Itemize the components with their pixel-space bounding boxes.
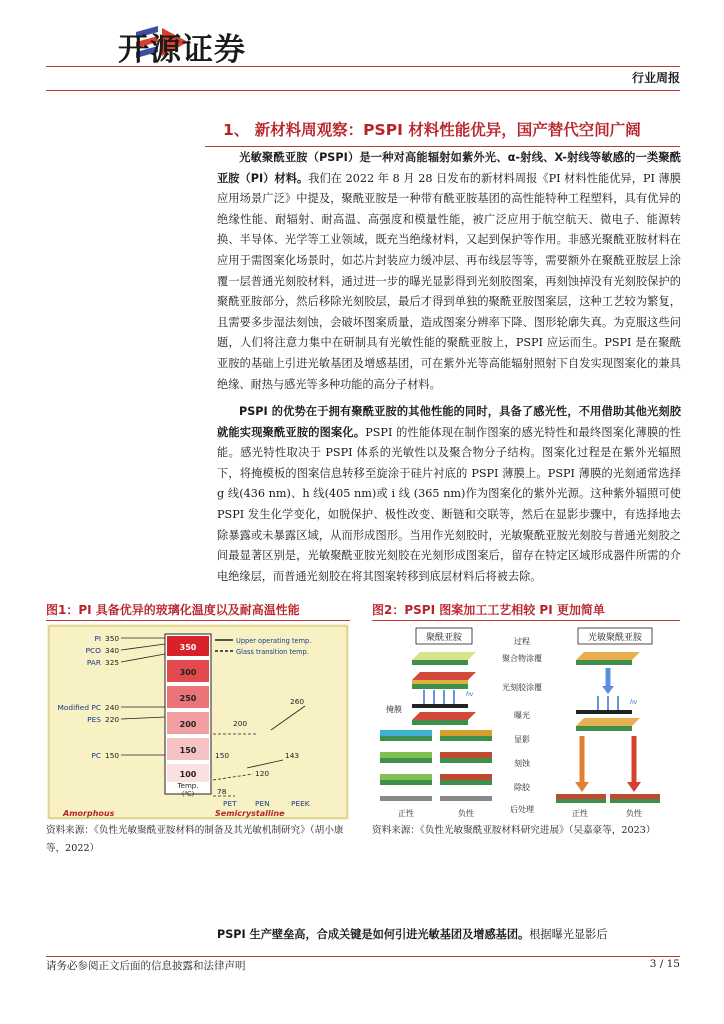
legend-glass-temp: Glass transition temp. bbox=[236, 648, 309, 656]
pi-title: 聚酰亚胺 bbox=[425, 633, 463, 643]
scale-tick: 100 bbox=[179, 770, 197, 779]
pspi-positive-label: 正性 bbox=[572, 809, 588, 818]
material-value: 340 bbox=[105, 646, 120, 655]
material-value: 220 bbox=[105, 715, 120, 724]
material-value: 240 bbox=[105, 703, 120, 712]
temp-axis-label: Temp. bbox=[177, 782, 199, 790]
material-value: 325 bbox=[105, 658, 120, 667]
material-label-peek: PEEK bbox=[291, 799, 310, 808]
paragraph-lead: 光敏聚酰亚胺（PSPI）是一种对高能辐射如紫外光、α-射线、X-射线等敏感的一类聚酰亚胺（PI）材料。 bbox=[217, 151, 681, 185]
figure1-caption-rule bbox=[46, 620, 350, 621]
material-label: PCO bbox=[85, 646, 101, 655]
page-number: 3 / 15 bbox=[649, 958, 680, 970]
paragraph-pspi-barrier bbox=[217, 926, 687, 942]
mask-label: 掩膜 bbox=[386, 705, 402, 714]
scale-tick: 350 bbox=[179, 643, 197, 652]
figure1-temperature-chart bbox=[47, 624, 349, 820]
paragraph-body: PSPI 的性能体现在制作图案的感光特性和最终图案化薄膜的性能。感光特性取决于 PSPI 体系的光敏性以及聚合物分子结构。图案化过程是在紫外光辐照下，将掩模板的图案信息转移至旋涂于硅片衬底的 PSPI 薄膜上。PSPI 薄膜的光刻通常选择 g 线(436 nm)、h 线(405 nm)或 i 线 (365 nm)作为图案化的紫外光源。这种紫外辐照可使 PSPI 发生化学变化，如脱保护、极性改变、断链和交联等，然后在显影步骤中，有选择地去除暴露或未暴露区域，从而形成图形。当用作光刻胶时，光敏聚酰亚胺光刻胶与普通光刻胶之间最显著区别是，光敏聚酰亚胺光刻胶在光刻形成图案后，留存在特定区域形成器件所需的介电绝缘层，而普通光刻胶在将其图案转移到底层材料后将被去除。 bbox=[217, 425, 681, 583]
step-label: 光刻胶涂覆 bbox=[502, 683, 542, 692]
pi-layer-stack bbox=[412, 652, 476, 689]
pet-glass-value: 78 bbox=[217, 787, 227, 796]
pi-positive-column bbox=[380, 730, 432, 801]
peek-glass-value: 143 bbox=[285, 751, 300, 760]
paragraph-pspi-advantage bbox=[217, 402, 681, 587]
material-label: PES bbox=[87, 715, 101, 724]
material-label-pen: PEN bbox=[255, 799, 270, 808]
figure2-source: 资料来源：《负性光敏聚酰亚胺材料研究进展》（吴嘉豪等，2023） bbox=[372, 825, 656, 836]
step-label: 刻蚀 bbox=[514, 759, 530, 768]
step-label: 聚合物涂覆 bbox=[502, 654, 542, 663]
semicrystalline-label: Semicrystalline bbox=[215, 809, 285, 818]
pspi-results bbox=[556, 794, 660, 803]
scale-tick: 300 bbox=[179, 668, 197, 677]
step-label: 后处理 bbox=[510, 805, 534, 814]
material-label: PC bbox=[91, 751, 101, 760]
section-title: 1、 新材料周观察：PSPI 材料性能优异，国产替代空间广阔 bbox=[223, 121, 641, 139]
figure2-process-diagram bbox=[372, 624, 680, 820]
paragraph-lead: PSPI 的优势在于拥有聚酰亚胺的其他性能的同时，具备了感光性，不用借助其他光刻胶就能实现聚酰亚胺的图案化。 bbox=[217, 405, 681, 439]
hv-label: hv bbox=[630, 699, 638, 706]
paragraph-lead: PSPI 生产壁垒高，合成关键是如何引进光敏基团及增感基团。 bbox=[217, 928, 530, 941]
figure2-caption: 图2：PSPI 图案加工工艺相较 PI 更加简单 bbox=[372, 603, 605, 617]
header-divider-bottom bbox=[46, 90, 680, 91]
figure1-source: 资料来源：《负性光敏聚酰亚胺材料的制备及其光敏机制研究》（胡小康等，2022） bbox=[46, 825, 344, 854]
material-label: Modified PC bbox=[57, 703, 101, 712]
pi-positive-label: 正性 bbox=[398, 809, 414, 818]
pen-glass-value: 120 bbox=[255, 769, 270, 778]
pspi-layer-stack bbox=[576, 652, 640, 731]
header-divider bbox=[46, 66, 680, 67]
temp-unit-label: (℃) bbox=[181, 790, 195, 798]
paragraph-body: 我们在 2022 年 8 月 28 日发布的新材料周报《PI 材料性能优异，PI 薄膜应用场景广泛》中提及，聚酰亚胺是一种带有酰亚胺基团的高性能特种工程塑料，具有优异的绝缘性能、耐辐射、耐高温、高强度和模量性能，被广泛应用于航空航天、微电子、能源转换、半导体、光学等工业领域，既充当绝缘材料，又起到保护等作用。非感光聚酰亚胺材料在应用于需图案化场景时，如芯片封装应力缓冲层、再布线层等等，需要额外在聚酰亚胺层上涂覆一层普通光刻胶材料，通过进一步的曝光显影得到光刻胶图案，再刻蚀掉没有光刻胶保护的聚酰亚胺部分，然后移除光刻胶层，最后才得到单独的聚酰亚胺图案层，这种工艺较为繁复，且需要多步湿法刻蚀，会破坏图案质量，造成图案分辨率下降、图形轮廓失真。为克服这些问题，人们将注意力集中在研制具有光敏性能的聚酰亚胺上，PSPI 应运而生。PSPI 是在聚酰亚胺的基础上引进光敏基团及增感基团，可在紫外光等高能辐射照射下自发实现图案化的兼具绝缘、耐热与感光等多种功能的高分子材料。 bbox=[217, 171, 681, 391]
step-label: 显影 bbox=[514, 735, 530, 744]
figure1-caption: 图1：PI 具备优异的玻璃化温度以及耐高温性能 bbox=[46, 603, 300, 617]
brand-name: 开源证券 bbox=[118, 32, 246, 68]
paragraph-pspi-intro bbox=[217, 148, 681, 395]
material-value: 350 bbox=[105, 634, 120, 643]
material-value: 150 bbox=[105, 751, 120, 760]
step-label: 除胶 bbox=[514, 783, 530, 792]
pen-upper-value: 200 bbox=[233, 719, 248, 728]
scale-tick: 150 bbox=[179, 746, 197, 755]
pet-upper-value: 150 bbox=[215, 751, 230, 760]
material-label: PI bbox=[94, 634, 101, 643]
hv-label: hv bbox=[466, 691, 474, 698]
step-label: 曝光 bbox=[514, 711, 530, 720]
pi-negative-label: 负性 bbox=[458, 809, 474, 818]
peek-upper-value: 260 bbox=[290, 697, 305, 706]
legend-upper-temp: Upper operating temp. bbox=[236, 637, 312, 645]
scale-tick: 200 bbox=[179, 720, 197, 729]
paragraph-body: 根据曝光显影后 bbox=[529, 928, 608, 941]
scale-tick: 250 bbox=[179, 694, 197, 703]
report-type: 行业周报 bbox=[631, 71, 680, 85]
amorphous-label: Amorphous bbox=[63, 809, 115, 818]
step-label: 过程 bbox=[514, 637, 530, 646]
material-label-pet: PET bbox=[223, 799, 237, 808]
footer-disclaimer: 请务必参阅正文后面的信息披露和法律声明 bbox=[46, 960, 246, 972]
pspi-title: 光敏聚酰亚胺 bbox=[587, 633, 643, 643]
figure2-caption-rule bbox=[372, 620, 680, 621]
material-label: PAR bbox=[86, 658, 101, 667]
section-title-rule bbox=[205, 146, 680, 147]
pi-negative-column bbox=[440, 730, 492, 801]
pspi-negative-label: 负性 bbox=[626, 809, 642, 818]
footer-divider bbox=[46, 956, 680, 957]
pspi-arrows bbox=[575, 736, 641, 792]
